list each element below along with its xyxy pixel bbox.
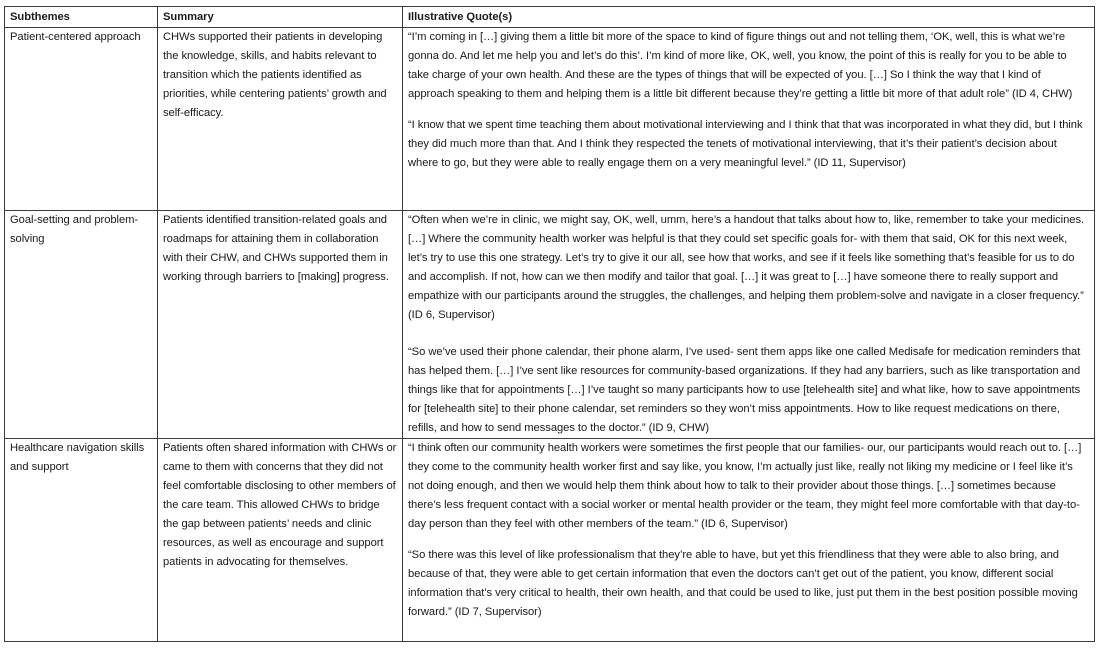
- quote-paragraph: “I know that we spent time teaching them about motivational interviewing and I think that that was incorporated in what they did, but I think they did much more than that. And I think they respected the tenets of motivational interviewing, that it’s their patient’s decision about where to go, but they were able to really engage them on a very meaningful level.” (ID 11, Supervisor): [408, 119, 1083, 169]
- quotes-cell: [403, 211, 1095, 439]
- summary-cell: CHWs supported their patients in developing the knowledge, skills, and habits relevant to transition which the patients identified as priorities, while centering patients’ growth and self-efficacy.: [158, 28, 403, 211]
- subthemes-table: [4, 6, 1095, 642]
- subtheme-cell: Patient-centered approach: [5, 28, 158, 211]
- summary-cell: Patients often shared information with CHWs or came to them with concerns that they did not feel comfortable disclosing to other members of the care team. This allowed CHWs to bridge the gap between patients’ needs and clinic resources, as well as encourage and support patients in advocating for themselves.: [158, 439, 403, 642]
- table-header-row: [5, 7, 1095, 28]
- subtheme-cell: Healthcare navigation skills and support: [5, 439, 158, 642]
- quotes-cell: [403, 28, 1095, 211]
- table-row: [5, 28, 1095, 211]
- subtheme-cell: Goal-setting and problem-solving: [5, 211, 158, 439]
- quote-paragraph: “So we’ve used their phone calendar, their phone alarm, I’ve used- sent them apps like one called Medisafe for medication reminders that has helped them. […] I’ve sent like resources for community-based organizations. If they had any barriers, such as like transportation and things like that for appointments […] I’ve taught so many participants how to use [telehealth site] and what like, how to save appointments for [telehealth site] to their phone calendar, set reminders so they won’t miss appointments. How to like request medications on there, refills, and how to send messages to the doctor.” (ID 9, CHW): [408, 346, 1081, 434]
- quote-paragraph: “I’m coming in […] giving them a little bit more of the space to kind of figure things out and not telling them, ‘OK, well, this is what we’re gonna do. And let me help you and let’s do this’. I’m kind of more like, OK, well, you know, the point of this is really for you to be able to take charge of your own health. And these are the types of things that will be expected of you. […] So I think the way that I kind of approach speaking to them and helping them is a little bit different because they’re getting a little bit more of that adult role” (ID 4, CHW): [408, 31, 1073, 100]
- quote-paragraph: “Often when we’re in clinic, we might say, OK, well, umm, here’s a handout that talks about how to, like, remember to take your medicines. […] Where the community health worker was helpful is that they could set specific goals for- with them that said, OK for this next week, let’s try to use this one strategy. Let’s try to give it our all, see how that works, and see if it feels like something that’s feasible for us to do and accomplish. If not, how can we then modify and tailor that goal. […] it was great to […] have someone there to really support and empathize with our participants around the struggles, the challenges, and helping them problem-solve and navigate in a closer frequency.” (ID 6, Supervisor): [408, 214, 1085, 321]
- quote-paragraph: “So there was this level of like professionalism that they’re able to have, but yet this friendliness that they were able to also bring, and because of that, they were able to get certain information that even the doctors can’t get out of the patient, you know, different social information that’s very critical to health, their own health, and that could be used to like, just put them in the best position possible moving forward.” (ID 7, Supervisor): [408, 549, 1078, 618]
- summary-cell: Patients identified transition-related goals and roadmaps for attaining them in collaboration with their CHW, and CHWs supported them in working through barriers to [making] progress.: [158, 211, 403, 439]
- table-row: [5, 211, 1095, 439]
- quote-paragraph: “I think often our community health workers were sometimes the first people that our families- our, our participants would reach out to. […] they come to the community health worker first and say like, you know, I’m actually just like, really not liking my medicine or I feel like it’s not doing enough, and then we would help them think about how to talk to their provider about those things. […] sometimes because there’s less frequent contact with a social worker or mental health provider or the team, they might feel more comfortable with that day-to-day person than they feel with other members of the team.” (ID 6, Supervisor): [408, 442, 1082, 530]
- quotes-cell: [403, 439, 1095, 642]
- header-summary: Summary: [158, 7, 403, 28]
- table-row: [5, 439, 1095, 642]
- header-subthemes: Subthemes: [5, 7, 158, 28]
- header-quotes: Illustrative Quote(s): [403, 7, 1095, 28]
